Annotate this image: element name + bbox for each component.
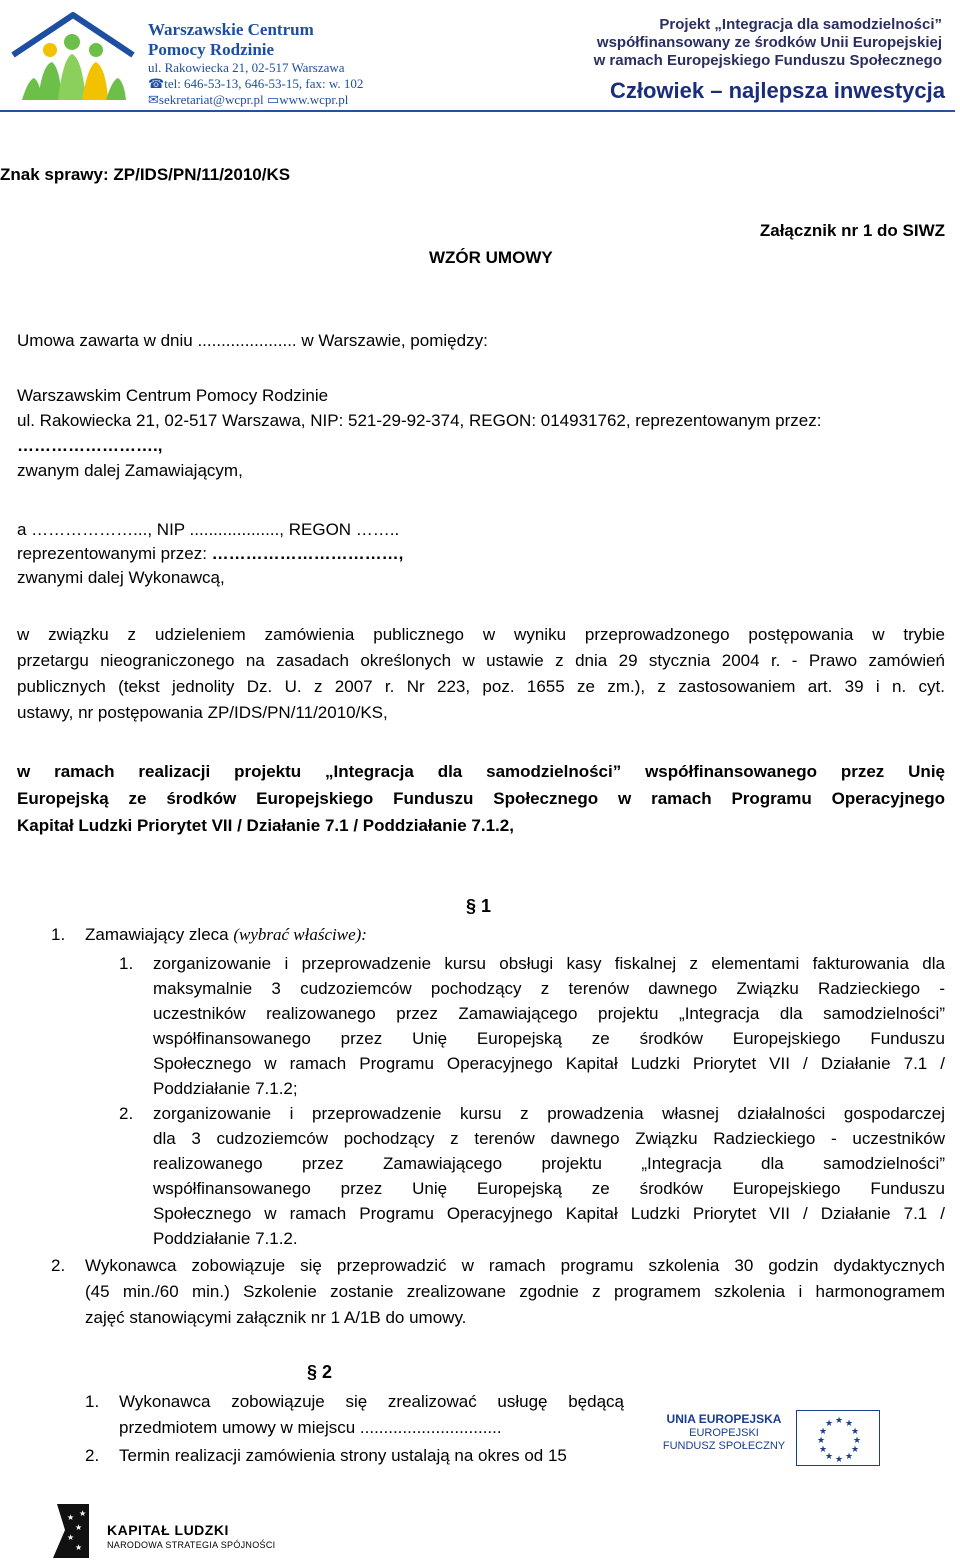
legal-basis — [17, 622, 945, 726]
legal-basis-line-1: w związku z udzieleniem zamówienia publicznego w wyniku przeprowadzonego postępowania w trybie — [17, 625, 945, 644]
point-number: 1. — [51, 925, 66, 944]
section-2-point-1-number: 1. — [85, 1392, 100, 1411]
party-1-representative: ……………………., — [17, 436, 163, 455]
kapital-ludzki-logo — [45, 1500, 305, 1560]
svg-text:★: ★ — [845, 1452, 854, 1462]
svg-text:★: ★ — [835, 1416, 844, 1426]
party-1 — [17, 383, 947, 483]
wcpr-logo-icon — [8, 10, 138, 105]
section-1-title: § 1 — [466, 896, 492, 916]
legal-basis-line-2: przetargu nieograniczonego na zasadach określonych w ustawie z dnia 29 stycznia 2004 r. - Prawo zamówień — [17, 651, 945, 670]
svg-text:★: ★ — [851, 1427, 860, 1437]
project-context — [17, 758, 945, 839]
project-info — [522, 16, 942, 70]
contract-intro: Umowa zawarta w dniu ..................... w Warszawie, pomiędzy: — [17, 331, 488, 350]
svg-text:★: ★ — [825, 1452, 834, 1462]
svg-text:★: ★ — [819, 1427, 828, 1437]
org-www-link[interactable]: www.wcpr.pl — [279, 92, 349, 107]
org-name — [148, 20, 314, 60]
svg-text:★: ★ — [79, 1509, 87, 1518]
section-2-point-2: Termin realizacji zamówienia strony ustalają na okres od 15 — [119, 1446, 567, 1465]
email-icon: ✉ — [148, 92, 159, 107]
party-2-representative: reprezentowanymi przez: ……………………………, — [17, 544, 404, 563]
eu-logo — [660, 1410, 890, 1470]
org-email-link[interactable]: sekretariat@wcpr.pl — [158, 92, 264, 107]
section-1-option-2-number: 2. — [119, 1104, 134, 1123]
legal-basis-line-3: publicznych (tekst jednolity Dz. U. z 2007 r. Nr 223, poz. 1655 ze zm.), z zastosowaniem art. 39 i n. cyt. — [17, 677, 945, 696]
svg-text:★: ★ — [835, 1455, 844, 1465]
section-1-option-1: zorganizowanie i przeprowadzenie kursu obsługi kasy fiskalnej z elementami fakturowania dla maksymalnie 3 cudzoziemców pochodzący z terenów dawnego Związku Radzieckiego - uczestników realizowanego przez Zamawiającego projektu „Integracja dla samodzielności” współfinansowanego przez Unię Europejską ze środków Europejskiego Funduszu Społecznego w ramach Programu Operacyjnego Kapitał Ludzki Priorytet VII / Działanie 7.1 / Poddziałanie 7.1.2; — [153, 954, 945, 1098]
header-divider — [0, 110, 955, 112]
slogan: Człowiek – najlepsza inwestycja — [609, 78, 945, 103]
legal-basis-line-4: ustawy, nr postępowania ZP/IDS/PN/11/2010/KS, — [17, 703, 388, 722]
section-1-option-2: zorganizowanie i przeprowadzenie kursu z prowadzenia własnej działalności gospodarczej dla 3 cudzoziemców pochodzący z terenów dawnego Związku Radzieckiego - uczestników realizowanego przez Zamawiającego projektu „Integracja dla samodzielności” współfinansowanego przez Unię Europejską ze środków Europejskiego Funduszu Społecznego w ramach Programu Operacyjnego Kapitał Ludzki Priorytet VII / Działanie 7.1 / Poddziałanie 7.1.2. — [153, 1104, 945, 1248]
section-1-point-2: Wykonawca zobowiązuje się przeprowadzić w ramach programu szkolenia 30 godzin dydaktycznych (45 min./60 min.) Szkolenie zostanie zrealizowane zgodnie z programem szkolenia i harmonogramem zajęć stanowiącymi załącznik nr 1 A/1B do umowy. — [85, 1256, 945, 1327]
project-context-line-2: Europejską ze środków Europejskiego Funduszu Społecznego w ramach Programu Operacyjnego — [17, 789, 945, 808]
org-contact — [148, 92, 348, 108]
svg-text:★: ★ — [67, 1513, 75, 1522]
svg-text:★: ★ — [817, 1436, 826, 1446]
attachment-label: Załącznik nr 1 do SIWZ — [759, 221, 945, 240]
header — [0, 0, 960, 115]
eu-flag-icon — [796, 1410, 880, 1466]
project-line-3: w ramach Europejskiego Funduszu Społecznego — [593, 52, 942, 69]
party-2-line: a ………………..., NIP ..................., REGON …….. — [17, 520, 400, 539]
org-name-line-1: Warszawskie Centrum — [148, 20, 314, 39]
kapital-ludzki-subtitle: NARODOWA STRATEGIA SPÓJNOŚCI — [107, 1540, 276, 1550]
project-line-2: współfinansowany ze środków Unii Europejskiej — [596, 34, 942, 51]
party-1-name: Warszawskim Centrum Pomocy Rodzinie — [17, 386, 329, 405]
org-name-line-2: Pomocy Rodzinie — [148, 40, 275, 59]
document-title: WZÓR UMOWY — [429, 248, 553, 267]
project-line-1: Projekt „Integracja dla samodzielności” — [659, 16, 942, 33]
section-1-option-1-number: 1. — [119, 954, 134, 973]
party-1-called: zwanym dalej Zamawiającym, — [17, 461, 243, 480]
section-2-point-1: Wykonawca zobowiązuje się zrealizować usługę będącą przedmiotem umowy w miejscu .............................. — [119, 1392, 624, 1437]
svg-text:★: ★ — [851, 1445, 860, 1455]
party-2-called: zwanymi dalej Wykonawcą, — [17, 568, 225, 587]
svg-text:★: ★ — [825, 1419, 834, 1429]
svg-text:★: ★ — [853, 1436, 862, 1446]
svg-text:★: ★ — [67, 1533, 75, 1542]
phone-icon: ☎ — [148, 76, 165, 91]
svg-text:★: ★ — [75, 1543, 83, 1552]
eu-text: UNIA EUROPEJSKA EUROPEJSKI FUNDUSZ SPOŁECZNY — [662, 1412, 786, 1452]
party-2 — [17, 518, 947, 590]
svg-text:★: ★ — [75, 1523, 83, 1532]
kapital-ludzki-title: KAPITAŁ LUDZKI — [107, 1522, 229, 1538]
section-2-point-2-number: 2. — [85, 1446, 100, 1465]
section-1-point-1: 1. Zamawiający zleca (wybrać właściwe): — [51, 922, 367, 947]
project-context-line-3: Kapitał Ludzki Priorytet VII / Działanie 7.1 / Poddziałanie 7.1.2, — [17, 816, 514, 835]
org-address: ul. Rakowiecka 21, 02-517 Warszawa — [148, 60, 345, 75]
project-context-line-1: w ramach realizacji projektu „Integracja dla samodzielności” współfinansowanego przez Unię — [17, 762, 945, 781]
section-1-point-2-number: 2. — [51, 1256, 66, 1275]
org-phone: ☎tel: 646-53-13, 646-53-15, fax: w. 102 — [148, 76, 364, 91]
kapital-ludzki-emblem-icon — [45, 1500, 95, 1560]
case-number: Znak sprawy: ZP/IDS/PN/11/2010/KS — [0, 165, 291, 184]
section-2-title: § 2 — [307, 1362, 333, 1382]
web-icon: ▭ — [266, 92, 280, 107]
svg-text:★: ★ — [845, 1419, 854, 1429]
svg-text:★: ★ — [819, 1445, 828, 1455]
party-1-address: ul. Rakowiecka 21, 02-517 Warszawa, NIP: 521-29-92-374, REGON: 014931762, reprezentowanym przez: — [17, 411, 822, 430]
